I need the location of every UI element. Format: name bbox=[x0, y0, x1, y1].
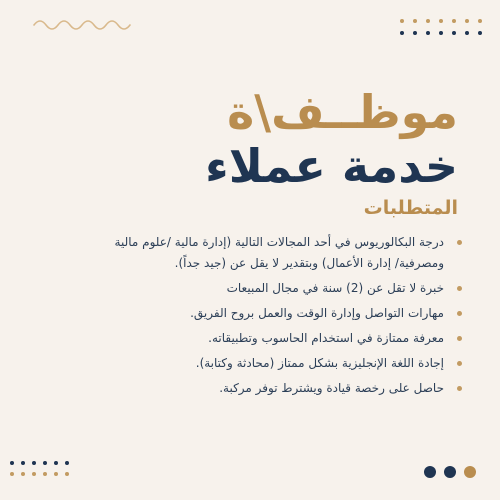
bullet-dot-icon bbox=[457, 336, 462, 341]
dots-decoration-bottom-left bbox=[8, 458, 78, 478]
list-item bbox=[92, 378, 462, 399]
requirement-text: حاصل على رخصة قيادة ويشترط توفر مركبة. bbox=[219, 381, 444, 395]
bullet-dot-icon bbox=[457, 240, 462, 245]
requirement-text: معرفة ممتازة في استخدام الحاسوب وتطبيقاته. bbox=[208, 331, 444, 345]
list-item bbox=[92, 278, 462, 299]
list-item bbox=[92, 232, 462, 274]
requirement-text: خبرة لا تقل عن (2) سنة في مجال المبيعات bbox=[226, 281, 444, 295]
dots-decoration-top-right bbox=[396, 16, 484, 38]
job-title-line1: موظــف\ة bbox=[227, 85, 458, 139]
list-item bbox=[92, 353, 462, 374]
list-item bbox=[92, 328, 462, 349]
bullet-dot-icon bbox=[457, 286, 462, 291]
requirements-list bbox=[92, 232, 462, 399]
bullet-dot-icon bbox=[457, 386, 462, 391]
requirement-text: إجادة اللغة الإنجليزية بشكل ممتاز (محادثة وكتابة). bbox=[195, 356, 444, 370]
bullet-dot-icon bbox=[457, 311, 462, 316]
requirement-text: درجة البكالوريوس في أحد المجالات التالية (إدارة مالية /علوم مالية ومصرفية/ إدارة الأعمال) وبتقدير لا يقل عن (جيد جداً). bbox=[114, 235, 444, 270]
requirements-heading: المتطلبات bbox=[363, 197, 458, 219]
requirement-text: مهارات التواصل وإدارة الوقت والعمل بروح الفريق. bbox=[190, 306, 444, 320]
dots-decoration-bottom-right bbox=[422, 462, 482, 482]
job-title-line2: خدمة عملاء bbox=[205, 139, 458, 193]
bullet-dot-icon bbox=[457, 361, 462, 366]
list-item bbox=[92, 303, 462, 324]
wave-decoration bbox=[32, 14, 132, 36]
